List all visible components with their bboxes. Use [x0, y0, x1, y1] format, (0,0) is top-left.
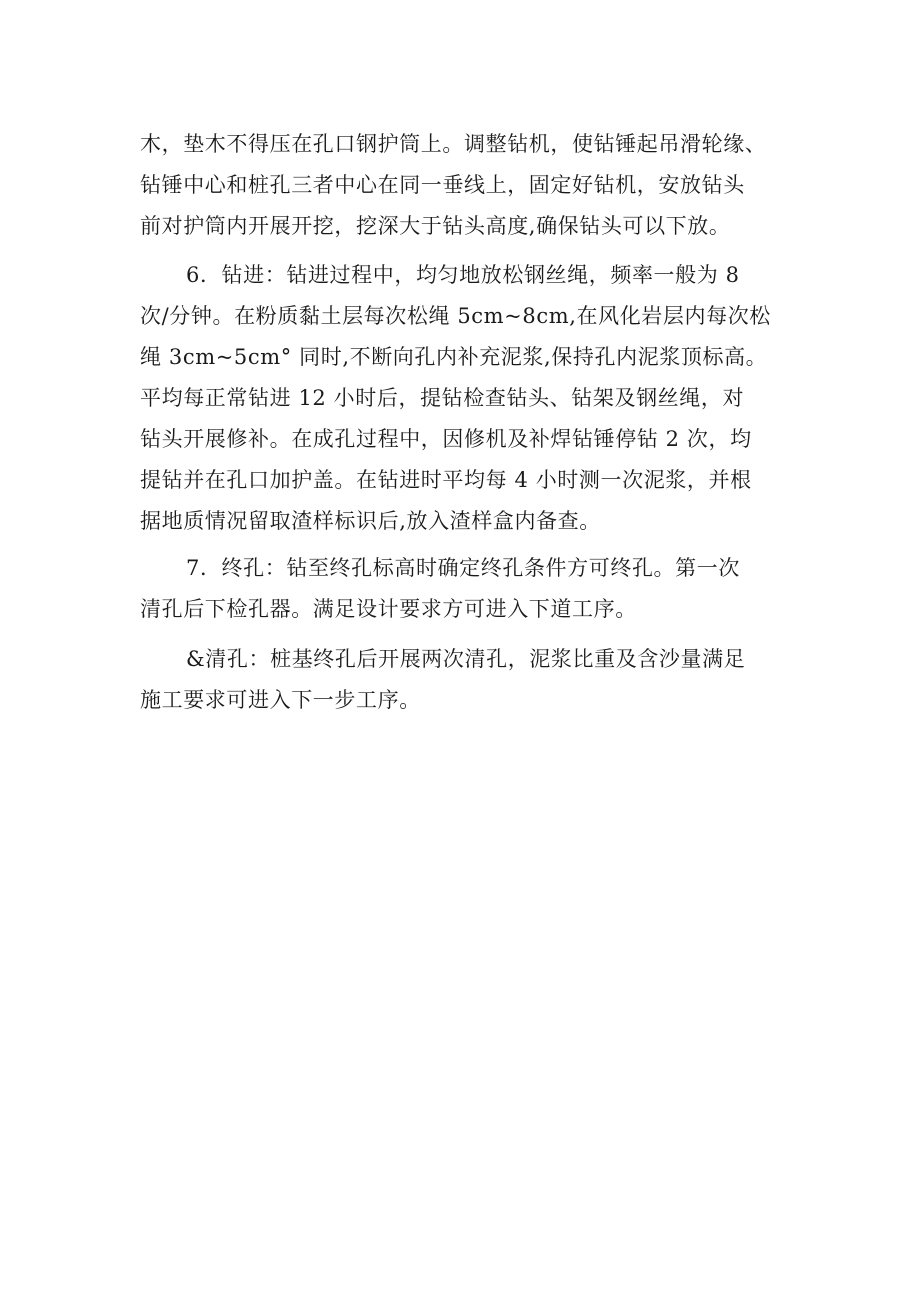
- text-line: 前对护筒内开展开挖，挖深大于钻头高度,确保钻头可以下放。: [140, 214, 731, 238]
- text-line: 施工要求可进入下一步工序。: [140, 688, 421, 712]
- text-line: 7．终孔：钻至终孔标高时确定终孔条件方可终孔。第一次: [186, 556, 740, 580]
- text-line: 次/分钟。在粉质黏土层每次松绳 5cm~8cm,在风化岩层内每次松: [140, 304, 771, 328]
- text-line: 平均每正常钻进 12 小时后，提钻检查钻头、钻架及钢丝绳，对: [140, 386, 745, 410]
- text-line: 钻锤中心和桩孔三者中心在同一垂线上，固定好钻机，安放钻头: [140, 173, 745, 197]
- text-line: 绳 3cm~5cm° 同时,不断向孔内补充泥浆,保持孔内泥浆顶标高。: [140, 345, 768, 369]
- text-line: 提钻并在孔口加护盖。在钻进时平均每 4 小时测一次泥浆，并根: [140, 468, 752, 492]
- text-line: &清孔：桩基终孔后开展两次清孔，泥浆比重及含沙量满足: [186, 647, 746, 671]
- text-line: 木，垫木不得压在孔口钢护筒上。调整钻机，使钻锤起吊滑轮缘、: [140, 132, 767, 156]
- text-line: 据地质情况留取渣样标识后,放入渣样盒内备查。: [140, 509, 601, 533]
- text-line: 6．钻进：钻进过程中，均匀地放松钢丝绳，频率一般为 8: [186, 263, 740, 287]
- text-line: 钻头开展修补。在成孔过程中，因修机及补焊钻锤停钻 2 次，均: [140, 427, 752, 451]
- text-line: 清孔后下检孔器。满足设计要求方可进入下道工序。: [140, 597, 637, 621]
